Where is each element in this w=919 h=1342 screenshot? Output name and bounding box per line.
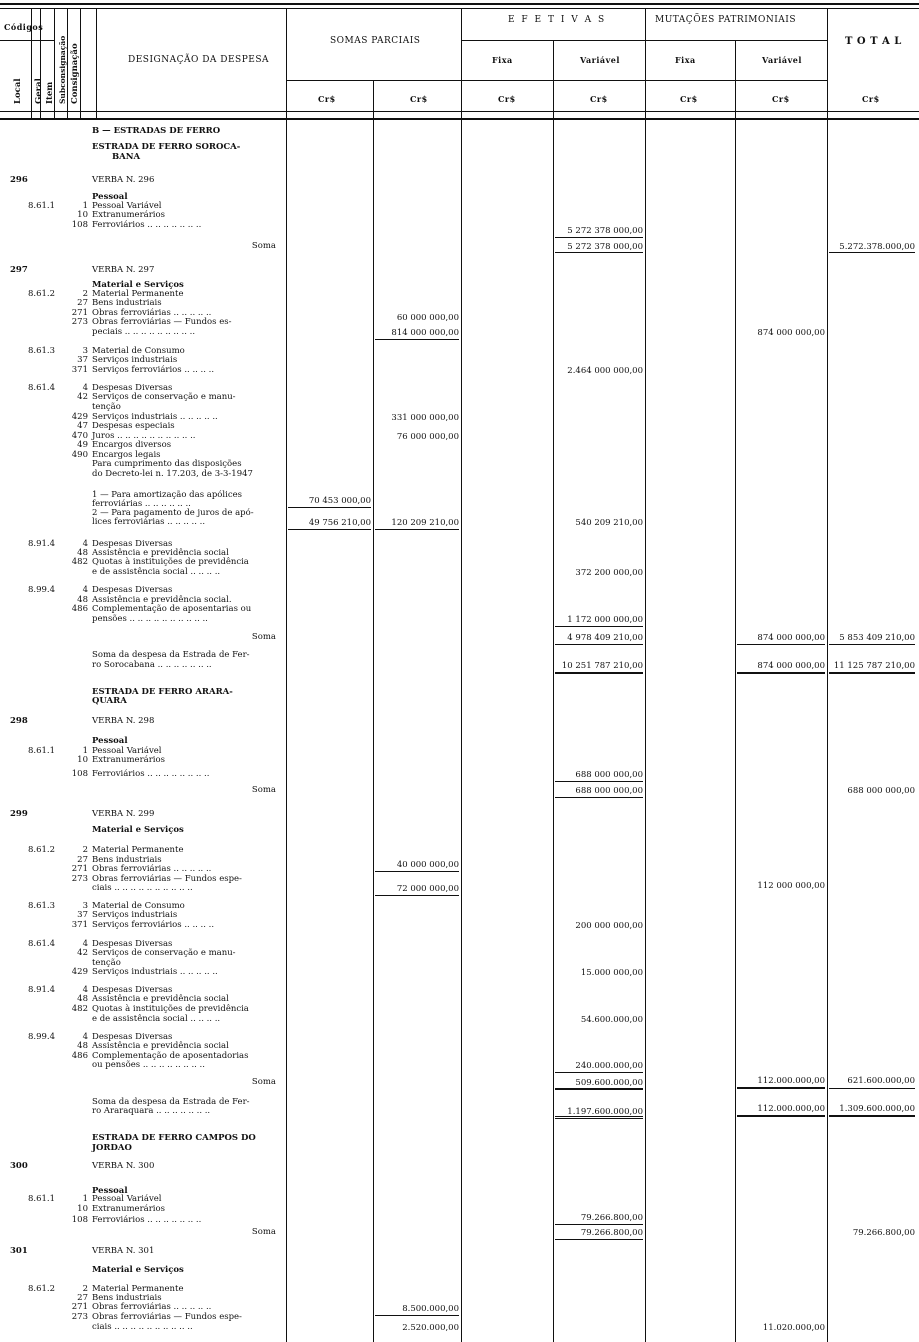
amount-sor_soma296: 5 272 378 000,00 [567, 242, 643, 252]
mutacoes-fixa-header: Fixa [675, 55, 696, 65]
col-geral-header: Geral [34, 78, 44, 104]
amount-ara_108: 688 000 000,00 [575, 770, 643, 780]
row-subcode: 271 [71, 308, 88, 318]
sum-rule [375, 339, 459, 340]
row-subcode: 108 [71, 769, 88, 779]
amount-ara_soma298: 688 000 000,00 [575, 786, 643, 796]
sum-rule [555, 1072, 643, 1073]
row-description: Ferroviários .. .. .. .. .. .. .. .. [92, 769, 210, 779]
amount-ara_429: 15.000 000,00 [580, 968, 643, 978]
row-description: Encargos legais [92, 450, 161, 460]
row-subcode: 49 [77, 440, 88, 450]
row-subcode: 429 [71, 412, 88, 422]
row-subcode: 273 [71, 317, 88, 327]
row-description: ferroviárias .. .. .. .. .. .. [92, 499, 191, 509]
row-subcode: 2 [82, 845, 88, 855]
row-description: Pessoal Variável [92, 746, 162, 756]
amount-sor_470: 76 000 000,00 [396, 432, 459, 442]
soma-label: Soma [251, 241, 276, 251]
amount-cj_273: 2.520.000,00 [402, 1323, 459, 1333]
amount-ara_271: 40 000 000,00 [396, 860, 459, 870]
currency-header: Cr$ [680, 94, 698, 104]
row-description: Quotas à instituições de previdência [92, 557, 249, 567]
efetivas-fixa-header: Fixa [492, 55, 513, 65]
sum-rule [555, 1118, 643, 1119]
row-description: Complementação de aposentadorias [92, 1051, 249, 1061]
row-description: Pessoal [92, 192, 128, 202]
amount-ara_486: 240.000.000,00 [575, 1061, 643, 1071]
row-description: pensões .. .. .. .. .. .. .. .. .. .. [92, 614, 208, 624]
currency-header: Cr$ [410, 94, 428, 104]
row-description: Obras ferroviárias — Fundos espe- [92, 1312, 242, 1322]
row-code: 8.91.4 [28, 985, 56, 995]
row-subcode: 371 [71, 365, 88, 375]
amount-sor_mut297: 874 000 000,00 [757, 633, 825, 643]
sum-rule [555, 237, 643, 238]
row-subcode: 486 [71, 604, 88, 614]
row-description: VERBA N. 298 [92, 716, 155, 726]
row-description: VERBA N. 301 [92, 1246, 155, 1256]
row-description: Despesas especiais [92, 421, 175, 431]
row-subcode: 48 [77, 595, 88, 605]
total-rule [555, 252, 643, 253]
somas-parciais-header: SOMAS PARCIAIS [330, 36, 421, 46]
efetivas-header: E F E T I V A S [508, 15, 607, 25]
row-subcode: 4 [82, 539, 88, 549]
row-code: 8.99.4 [28, 585, 56, 595]
amount-ara_total298: 688 000 000,00 [847, 786, 915, 796]
row-subcode: 37 [77, 355, 88, 365]
mutacoes-header: MUTAÇÕES PATRIMONIAIS [655, 15, 796, 25]
row-description: Soma da despesa da Estrada de Fer- [92, 650, 250, 660]
row-description: Quotas à instituições de previdência [92, 1004, 249, 1014]
row-subcode: 1 [82, 1194, 88, 1204]
row-subcode: 271 [71, 864, 88, 874]
row-code: 8.61.4 [28, 383, 56, 393]
row-description: tenção [92, 402, 121, 412]
amount-sor_soma_est: 10 251 787 210,00 [561, 661, 643, 671]
row-description: Encargos diversos [92, 440, 172, 450]
row-description: ESTRADA DE FERRO CAMPOS DO [92, 1133, 256, 1143]
efetivas-variavel-header: Variável [580, 55, 620, 65]
row-subcode: 4 [82, 939, 88, 949]
row-code: 8.61.1 [28, 1194, 56, 1204]
row-code: 8.99.4 [28, 1032, 56, 1042]
amount-sor_273: 814 000 000,00 [391, 328, 459, 338]
row-description: Despesas Diversas [92, 939, 173, 949]
row-subcode: 48 [77, 1041, 88, 1051]
total-rule [555, 644, 643, 645]
amount-ara_371: 200 000 000,00 [575, 921, 643, 931]
col-local-header: Local [13, 78, 23, 104]
row-description: Ferroviários .. .. .. .. .. .. .. [92, 1215, 202, 1225]
amount-sor_108: 5 272 378 000,00 [567, 226, 643, 236]
row-description: Obras ferroviárias .. .. .. .. .. [92, 1302, 212, 1312]
currency-header: Cr$ [590, 94, 608, 104]
row-subcode: 108 [71, 1215, 88, 1225]
row-description: Bens industriais [92, 1293, 162, 1303]
row-description: ro Araraquara .. .. .. .. .. .. .. [92, 1106, 211, 1116]
row-description: Complementação de aposentarias ou [92, 604, 252, 614]
row-description: tenção [92, 958, 121, 968]
total-rule [555, 1088, 643, 1089]
soma-label: Soma [251, 785, 276, 795]
row-description: Extranumerários [92, 1204, 165, 1214]
row-subcode: 27 [77, 1293, 88, 1303]
row-description: Serviços de conservação e manu- [92, 392, 236, 402]
row-code: 8.61.3 [28, 346, 56, 356]
row-subcode: 27 [77, 855, 88, 865]
row-code: 8.61.2 [28, 1284, 56, 1294]
sum-rule [375, 1315, 459, 1316]
amount-ara_mut_est: 112.000.000,00 [757, 1104, 825, 1114]
col-consignacao-header: Consignação [70, 43, 80, 104]
total-rule [737, 1088, 825, 1089]
row-description: Despesas Diversas [92, 383, 173, 393]
row-code: 297 [10, 265, 28, 275]
row-description: ESTRADA DE FERRO ARARA- [92, 687, 233, 697]
total-rule [737, 673, 825, 674]
row-description: Serviços de conservação e manu- [92, 948, 236, 958]
row-subcode: 10 [77, 755, 88, 765]
row-subcode: 486 [71, 1051, 88, 1061]
row-subcode: 482 [71, 557, 88, 567]
row-description: Serviços industriais .. .. .. .. .. [92, 412, 218, 422]
row-description: Pessoal [92, 736, 128, 746]
total-rule [829, 644, 915, 645]
sum-rule [288, 529, 371, 530]
amount-ara_total_est: 1.309.600.000,00 [839, 1104, 915, 1114]
amount-sor_total296: 5.272.378.000,00 [839, 242, 915, 252]
amount-sor_total_est: 11 125 787 210,00 [833, 661, 915, 671]
row-description: ciais .. .. .. .. .. .. .. .. .. .. [92, 883, 193, 893]
row-description: Para cumprimento das disposições [92, 459, 242, 469]
amount-sor_juros_ap: 49 756 210,00 [308, 518, 371, 528]
row-description: e de assistência social .. .. .. .. [92, 567, 221, 577]
row-code: 8.61.3 [28, 901, 56, 911]
col-subconsignacao-header: Subconsignação [58, 35, 67, 104]
amount-sor_var_4: 540 209 210,00 [575, 518, 643, 528]
row-description: Material Permanente [92, 1284, 184, 1294]
row-subcode: 490 [71, 450, 88, 460]
sum-rule [555, 626, 643, 627]
amount-sor_total297: 5 853 409 210,00 [839, 633, 915, 643]
row-description: e de assistência social .. .. .. .. [92, 1014, 221, 1024]
sum-rule [555, 1224, 643, 1225]
row-subcode: 3 [82, 346, 88, 356]
amount-cj_mut_var: 11.020.000,00 [762, 1323, 825, 1333]
row-description: peciais .. .. .. .. .. .. .. .. .. [92, 327, 196, 337]
row-description: Juros .. .. .. .. .. .. .. .. .. .. [92, 431, 196, 441]
col-item-header: Item [45, 81, 55, 104]
row-subcode: 27 [77, 298, 88, 308]
row-description: Pessoal Variável [92, 201, 162, 211]
currency-header: Cr$ [772, 94, 790, 104]
row-description: Despesas Diversas [92, 539, 173, 549]
row-description: Serviços industriais [92, 355, 178, 365]
row-subcode: 371 [71, 920, 88, 930]
row-description: Bens industriais [92, 298, 162, 308]
amount-sor_482: 372 200 000,00 [575, 568, 643, 578]
amount-cj_271: 8.500.000,00 [402, 1304, 459, 1314]
amount-cj_108: 79.266.800,00 [580, 1213, 643, 1223]
total-rule [829, 1088, 915, 1089]
row-code: 301 [10, 1246, 28, 1256]
row-description: Despesas Diversas [92, 1032, 173, 1042]
amount-ara_total299: 621.600.000,00 [847, 1076, 915, 1086]
row-description: Material e Serviços [92, 280, 184, 290]
total-rule [555, 673, 643, 674]
amount-sor_amort: 70 453 000,00 [308, 496, 371, 506]
sum-rule [375, 895, 459, 896]
row-description: Ferroviários .. .. .. .. .. .. .. [92, 220, 202, 230]
row-subcode: 42 [77, 948, 88, 958]
total-rule [555, 1239, 643, 1240]
row-subcode: 273 [71, 1312, 88, 1322]
amount-cj_soma300: 79.266.800,00 [580, 1228, 643, 1238]
amount-sor_486: 1 172 000 000,00 [567, 615, 643, 625]
row-code: 296 [10, 175, 28, 185]
row-description: VERBA N. 299 [92, 809, 155, 819]
amount-ara_mut_var: 112 000 000,00 [757, 881, 825, 891]
row-code: 8.61.2 [28, 289, 56, 299]
row-subcode: 271 [71, 1302, 88, 1312]
amount-sor_271: 60 000 000,00 [396, 313, 459, 323]
row-description: Assistência e previdência social [92, 994, 229, 1004]
row-subcode: 4 [82, 585, 88, 595]
row-code: 8.61.4 [28, 939, 56, 949]
row-code: 8.61.1 [28, 201, 56, 211]
currency-header: Cr$ [862, 94, 880, 104]
row-subcode: 108 [71, 220, 88, 230]
row-description: Pessoal Variável [92, 1194, 162, 1204]
amount-ara_482: 54.600.000,00 [580, 1015, 643, 1025]
row-description: Serviços ferroviários .. .. .. .. [92, 365, 215, 375]
sum-rule [555, 781, 643, 782]
row-description: VERBA N. 300 [92, 1161, 155, 1171]
row-description: Despesas Diversas [92, 985, 173, 995]
total-rule [829, 673, 915, 674]
designacao-header: DESIGNAÇÃO DA DESPESA [128, 55, 270, 65]
row-description: Material e Serviços [92, 825, 184, 835]
row-description: Serviços industriais [92, 910, 178, 920]
sum-rule [375, 529, 459, 530]
amount-sor_mut_est: 874 000 000,00 [757, 661, 825, 671]
row-description: ESTRADA DE FERRO SOROCA- [92, 142, 241, 152]
row-description: VERBA N. 297 [92, 265, 155, 275]
row-description: Soma da despesa da Estrada de Fer- [92, 1097, 250, 1107]
total-rule [737, 644, 825, 645]
row-description: Material de Consumo [92, 901, 185, 911]
amount-sor_soma297: 4 978 409 210,00 [567, 633, 643, 643]
total-rule [555, 1116, 643, 1117]
row-subcode: 4 [82, 383, 88, 393]
row-description: Extranumerários [92, 755, 165, 765]
row-description: Despesas Diversas [92, 585, 173, 595]
sum-rule [288, 507, 371, 508]
row-subcode: 42 [77, 392, 88, 402]
row-description: Assistência e previdência social. [92, 595, 232, 605]
amount-ara_mut299: 112.000.000,00 [757, 1076, 825, 1086]
soma-label: Soma [251, 1077, 276, 1087]
row-description: Obras ferroviárias — Fundos espe- [92, 874, 242, 884]
row-description: 2 — Para pagamento de juros de apó- [92, 508, 254, 518]
row-description: Obras ferroviárias .. .. .. .. .. [92, 308, 212, 318]
row-subcode: 273 [71, 874, 88, 884]
row-subcode: 10 [77, 1204, 88, 1214]
row-subcode: 3 [82, 901, 88, 911]
section-title: B — ESTRADAS DE FERRO [92, 126, 221, 136]
row-code: 8.61.1 [28, 746, 56, 756]
row-code: 8.61.2 [28, 845, 56, 855]
mutacoes-variavel-header: Variável [762, 55, 802, 65]
row-description: Material de Consumo [92, 346, 185, 356]
row-code: 300 [10, 1161, 28, 1171]
sum-rule [375, 871, 459, 872]
amount-ara_soma_est: 1.197.600.000,00 [567, 1107, 643, 1117]
row-description: JORDAO [92, 1143, 132, 1153]
row-subcode: 4 [82, 985, 88, 995]
row-description: Obras ferroviárias — Fundos es- [92, 317, 232, 327]
amount-ara_soma299: 509.600.000,00 [575, 1078, 643, 1088]
row-description: Material e Serviços [92, 1265, 184, 1275]
row-description: QUARA [92, 696, 127, 706]
row-subcode: 470 [71, 431, 88, 441]
amount-sor_371: 2.464 000 000,00 [567, 366, 643, 376]
total-rule [829, 252, 915, 253]
total-rule [829, 1116, 915, 1117]
sum-rule [555, 1089, 643, 1090]
currency-header: Cr$ [498, 94, 516, 104]
row-subcode: 47 [77, 421, 88, 431]
amount-sor_mut_var: 874 000 000,00 [757, 328, 825, 338]
row-description: 1 — Para amortização das apólices [92, 490, 242, 500]
row-subcode: 48 [77, 548, 88, 558]
row-subcode: 482 [71, 1004, 88, 1014]
row-subcode: 1 [82, 746, 88, 756]
row-code: 8.91.4 [28, 539, 56, 549]
row-subcode: 10 [77, 210, 88, 220]
row-description: Pessoal [92, 1186, 128, 1196]
row-description: Material Permanente [92, 845, 184, 855]
currency-header: Cr$ [318, 94, 336, 104]
row-description: ou pensões .. .. .. .. .. .. .. .. [92, 1060, 205, 1070]
total-rule [555, 797, 643, 798]
row-description: BANA [112, 152, 141, 162]
row-description: Bens industriais [92, 855, 162, 865]
row-description: Serviços industriais .. .. .. .. .. [92, 967, 218, 977]
row-subcode: 429 [71, 967, 88, 977]
amount-cj_total300: 79.266.800,00 [852, 1228, 915, 1238]
row-description: Material Permanente [92, 289, 184, 299]
amount-sor_490: 120 209 210,00 [391, 518, 459, 528]
row-description: do Decreto-lei n. 17.203, de 3-3-1947 [92, 469, 253, 479]
row-subcode: 4 [82, 1032, 88, 1042]
row-subcode: 2 [82, 289, 88, 299]
soma-label: Soma [251, 632, 276, 642]
row-code: 299 [10, 809, 28, 819]
row-description: Assistência e previdência social [92, 548, 229, 558]
row-subcode: 37 [77, 910, 88, 920]
row-description: ciais .. .. .. .. .. .. .. .. .. .. [92, 1322, 193, 1332]
amount-sor_429: 331 000 000,00 [391, 413, 459, 423]
row-description: lices ferroviárias .. .. .. .. .. [92, 517, 206, 527]
row-description: Extranumerários [92, 210, 165, 220]
total-header: T O T A L [845, 36, 902, 47]
row-description: Assistência e previdência social [92, 1041, 229, 1051]
row-code: 298 [10, 716, 28, 726]
row-subcode: 1 [82, 201, 88, 211]
total-rule [737, 1116, 825, 1117]
row-subcode: 48 [77, 994, 88, 1004]
row-description: ro Sorocabana .. .. .. .. .. .. .. [92, 660, 212, 670]
row-description: VERBA N. 296 [92, 175, 155, 185]
row-subcode: 2 [82, 1284, 88, 1294]
row-description: Obras ferroviárias .. .. .. .. .. [92, 864, 212, 874]
row-description: Serviços ferroviários .. .. .. .. [92, 920, 215, 930]
codigos-header: Códigos [4, 22, 44, 32]
soma-label: Soma [251, 1227, 276, 1237]
amount-ara_273: 72 000 000,00 [396, 884, 459, 894]
